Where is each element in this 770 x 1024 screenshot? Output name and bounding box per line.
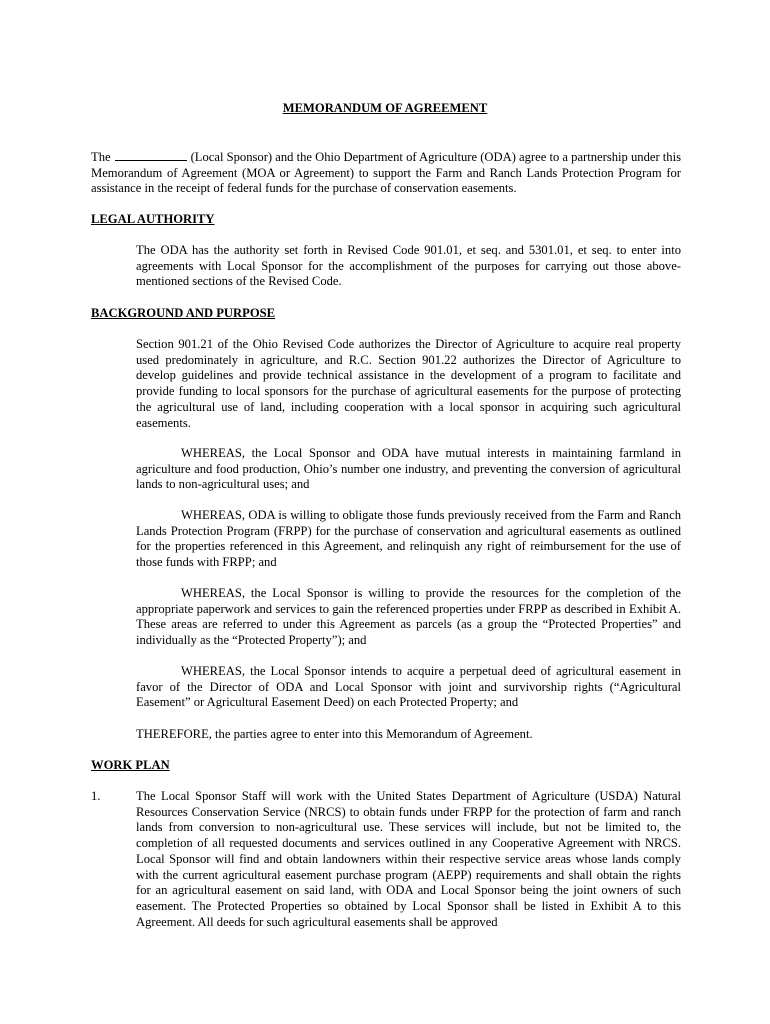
document-title: MEMORANDUM OF AGREEMENT bbox=[282, 101, 488, 115]
therefore-paragraph: THEREFORE, the parties agree to enter into this Memorandum of Agreement. bbox=[136, 727, 533, 741]
intro-suffix: (Local Sponsor) and the Ohio Department of Agriculture (ODA) agree to a partnership under this Memorandum of Agreement (MOA or Agreement) to support the Farm and Ranch Lands Protection Program for assistance in the receipt of federal funds for the purchase of conservation easements. bbox=[91, 150, 681, 196]
legal-authority-heading: LEGAL AUTHORITY bbox=[91, 212, 215, 226]
work-plan-heading: WORK PLAN bbox=[91, 758, 170, 772]
work-plan-item-text: The Local Sponsor Staff will work with the United States Department of Agriculture (USDA) Natural Resources Conservation Service (NRCS) to obtain funds under FRPP for the protection of farm and ranch lands from conversion to non-agricultural use. These services will include, but not be limited to, the completion of all requested documents and services outlined in any Cooperative Agreement with NRCS. Local Sponsor will find and obtain landowners within their respective service areas whose lands comply with the current agricultural easement purchase program (AEPP) requirements and shall obtain the rights for an agricultural easement on said land, with ODA and Local Sponsor being the joint owners of such easement. The Protected Properties so obtained by Local Sponsor shall be listed in Exhibit A to this Agreement. All deeds for such agricultural easements shall be approved bbox=[136, 789, 681, 929]
whereas-paragraph: WHEREAS, the Local Sponsor intends to acquire a perpetual deed of agricultural easement in favor of the Director of ODA and Local Sponsor with joint and survivorship rights (“Agricultural Easement” or Agricultural Easement Deed) on each Protected Property; and bbox=[136, 664, 681, 710]
intro-prefix: The bbox=[91, 150, 111, 164]
sponsor-name-blank bbox=[115, 149, 187, 161]
background-paragraph: Section 901.21 of the Ohio Revised Code authorizes the Director of Agriculture to acquire real property used predominately in agriculture, and R.C. Section 901.22 authorizes the Director of Agriculture to develop guidelines and provide technical assistance in the development of a program to facilitate and provide funding to local sponsors for the purchase of agricultural easements for the purpose of protecting the agricultural use of land, including cooperation with a local sponsor in acquiring such agricultural easements. bbox=[136, 337, 681, 430]
whereas-paragraph: WHEREAS, the Local Sponsor and ODA have mutual interests in maintaining farmland in agriculture and food production, Ohio’s number one industry, and preventing the conversion of agricultural lands to non-agricultural uses; and bbox=[136, 446, 681, 492]
whereas-paragraph: WHEREAS, the Local Sponsor is willing to provide the resources for the completion of the appropriate paperwork and services to gain the referenced properties under FRPP as described in Exhibit A. These areas are referred to under this Agreement as parcels (as a group the “Protected Properties” and individually as the “Protected Property”); and bbox=[136, 586, 681, 648]
intro-paragraph bbox=[91, 149, 681, 197]
legal-authority-paragraph: The ODA has the authority set forth in Revised Code 901.01, et seq. and 5301.01, et seq. to enter into agreements with Local Sponsor for the accomplishment of the purposes for carrying out those above-mentioned sections of the Revised Code. bbox=[136, 243, 681, 289]
background-heading: BACKGROUND AND PURPOSE bbox=[91, 306, 276, 320]
work-plan-item-number: 1. bbox=[91, 789, 101, 803]
whereas-paragraph: WHEREAS, ODA is willing to obligate those funds previously received from the Farm and Ranch Lands Protection Program (FRPP) for the purchase of conservation and agricultural easements as outlined for the properties referenced in this Agreement, and relinquish any right of reimbursement for the use of those funds with FRPP; and bbox=[136, 508, 681, 570]
